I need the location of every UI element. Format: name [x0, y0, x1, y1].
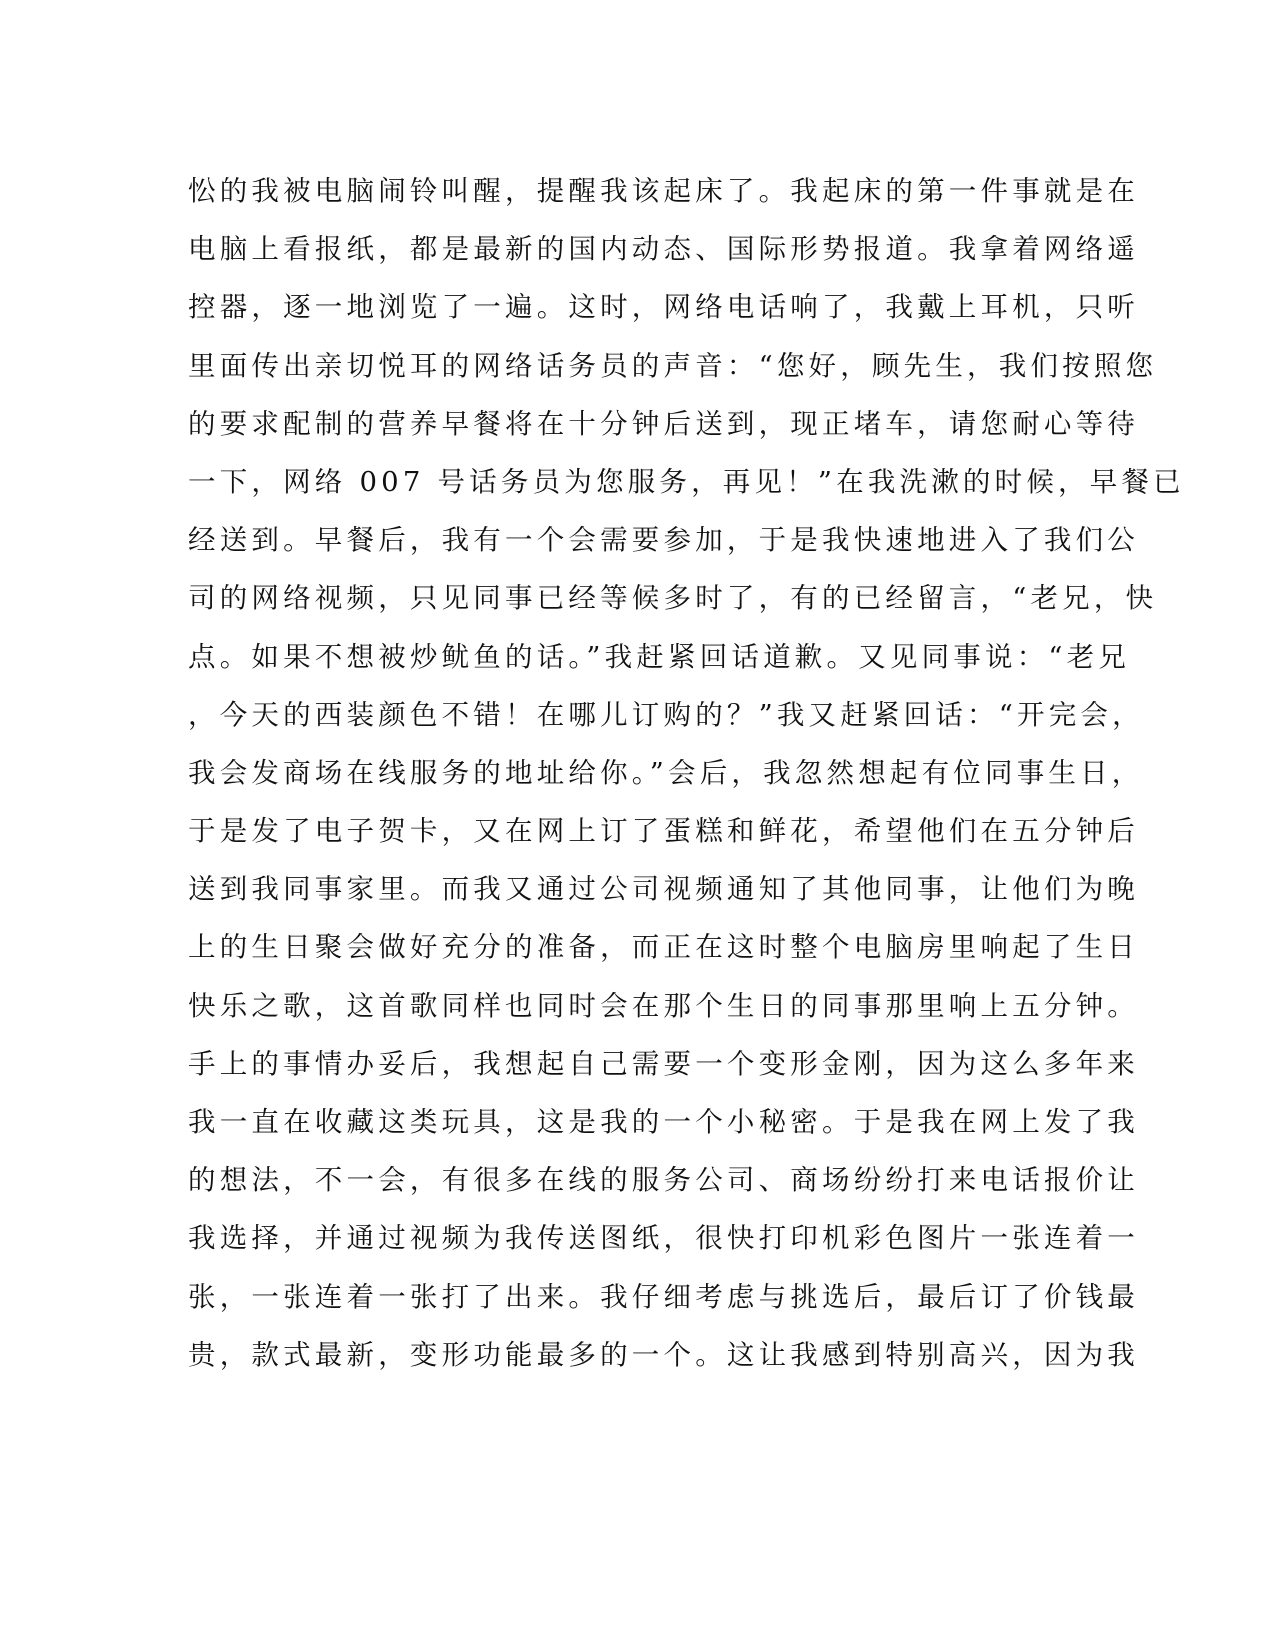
text-line: 的想法，不一会，有很多在线的服务公司、商场纷纷打来电话报价让 — [188, 1164, 1139, 1197]
text-line: 一下，网络 007 号话务员为您服务，再见！”在我洗漱的时候，早餐已 — [188, 465, 1185, 498]
text-line: 司的网络视频，只见同事已经等候多时了，有的已经留言，“老兄，快 — [188, 582, 1158, 615]
text-line: 的要求配制的营养早餐将在十分钟后送到，现正堵车，请您耐心等待 — [188, 407, 1139, 440]
text-line: 里面传出亲切悦耳的网络话务员的声音：“您好，顾先生，我们按照您 — [188, 349, 1158, 382]
text-line: 我选择，并通过视频为我传送图纸，很快打印机彩色图片一张连着一 — [188, 1222, 1139, 1255]
text-line: 经送到。早餐后，我有一个会需要参加，于是我快速地进入了我们公 — [188, 524, 1139, 557]
text-line: 控器，逐一地浏览了一遍。这时，网络电话响了，我戴上耳机，只听 — [188, 291, 1139, 324]
text-line: 我会发商场在线服务的地址给你。”会后，我忽然想起有位同事生日， — [188, 756, 1144, 789]
text-line: 张，一张连着一张打了出来。我仔细考虑与挑选后，最后订了价钱最 — [188, 1280, 1139, 1313]
text-line: 点。如果不想被炒鱿鱼的话。”我赶紧回话道歉。又见同事说：“老兄 — [188, 640, 1131, 673]
text-line: 上的生日聚会做好充分的准备，而正在这时整个电脑房里响起了生日 — [188, 931, 1139, 964]
text-line: 快乐之歌，这首歌同样也同时会在那个生日的同事那里响上五分钟。 — [188, 989, 1139, 1022]
text-line: 电脑上看报纸，都是最新的国内动态、国际形势报道。我拿着网络遥 — [188, 233, 1139, 266]
text-line: 我一直在收藏这类玩具，这是我的一个小秘密。于是我在网上发了我 — [188, 1106, 1139, 1138]
text-line: ，今天的西装颜色不错！在哪儿订购的？”我又赶紧回话：“开完会， — [188, 698, 1144, 731]
text-line: 手上的事情办妥后，我想起自己需要一个变形金刚，因为这么多年来 — [188, 1047, 1139, 1080]
text-line: 忪的我被电脑闹铃叫醒，提醒我该起床了。我起床的第一件事就是在 — [188, 175, 1139, 207]
text-line: 于是发了电子贺卡，又在网上订了蛋糕和鲜花，希望他们在五分钟后 — [188, 815, 1139, 848]
text-line: 贵，款式最新，变形功能最多的一个。这让我感到特别高兴，因为我 — [188, 1338, 1139, 1371]
body-text — [188, 162, 1185, 1384]
text-line: 送到我同事家里。而我又通过公司视频通知了其他同事，让他们为晚 — [188, 873, 1139, 906]
